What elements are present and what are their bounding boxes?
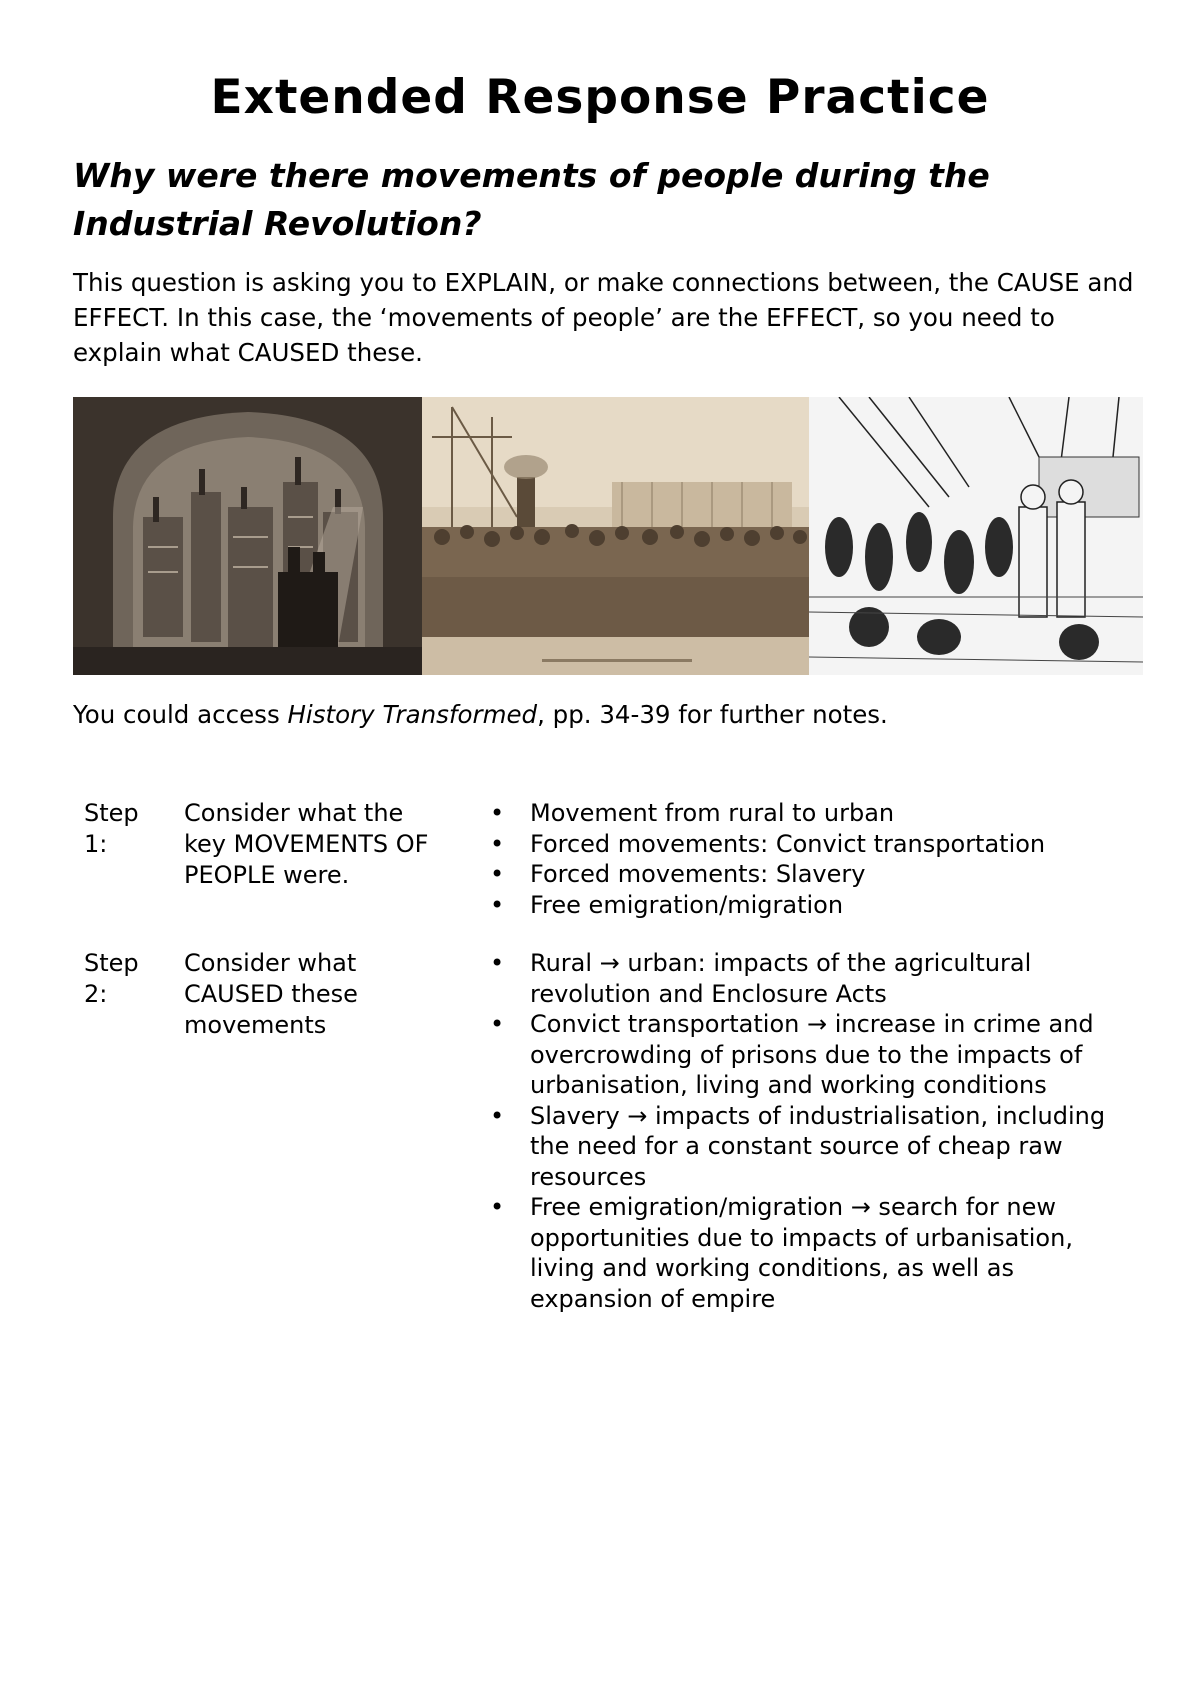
illustrations-row — [73, 397, 1143, 675]
bullet-point: • Free emigration/migration → search for new opportunities due to impacts of urbanisation, living and working conditions, as well as expansion of empire — [490, 1192, 1130, 1314]
further-reading-note — [73, 697, 1143, 732]
page-title: Extended Response Practice — [210, 70, 990, 125]
bullet-point: • Slavery → impacts of industrialisation, including the need for a constant source of cheap raw resources — [490, 1101, 1130, 1193]
bullet-point: • Forced movements: Convict transportation — [490, 829, 1130, 860]
book-title: History Transformed — [287, 700, 538, 729]
step-label: Step 2: — [84, 949, 139, 1008]
step-label: Step 1: — [84, 799, 139, 858]
emigrants-dock-engraving — [422, 397, 809, 675]
bullet-point: • Forced movements: Slavery — [490, 859, 1130, 890]
step-description: Consider what CAUSED these movements — [184, 949, 358, 1039]
step-description: Consider what the key MOVEMENTS OF PEOPLE were. — [184, 799, 429, 889]
step-bullet-list — [490, 798, 1130, 920]
access-suffix: , pp. 34-39 for further notes. — [537, 700, 888, 729]
slave-ship-engraving — [809, 397, 1143, 675]
essay-question: Why were there movements of people during the Industrial Revolution? — [73, 156, 990, 243]
access-prefix: You could access — [73, 700, 288, 729]
bullet-point: • Movement from rural to urban — [490, 798, 1130, 829]
industrial-city-engraving — [73, 397, 422, 675]
step-bullet-list — [490, 948, 1130, 1314]
bullet-point: • Free emigration/migration — [490, 890, 1130, 921]
bullet-point: • Convict transportation → increase in crime and overcrowding of prisons due to the impacts of urbanisation, living and working conditions — [490, 1009, 1130, 1101]
bullet-point: • Rural → urban: impacts of the agricultural revolution and Enclosure Acts — [490, 948, 1130, 1009]
intro-paragraph: This question is asking you to EXPLAIN, or make connections between, the CAUSE and EFFECT. In this case, the ‘movements of people’ are the EFFECT, so you need to explain what CAUSED these. — [73, 268, 1134, 367]
